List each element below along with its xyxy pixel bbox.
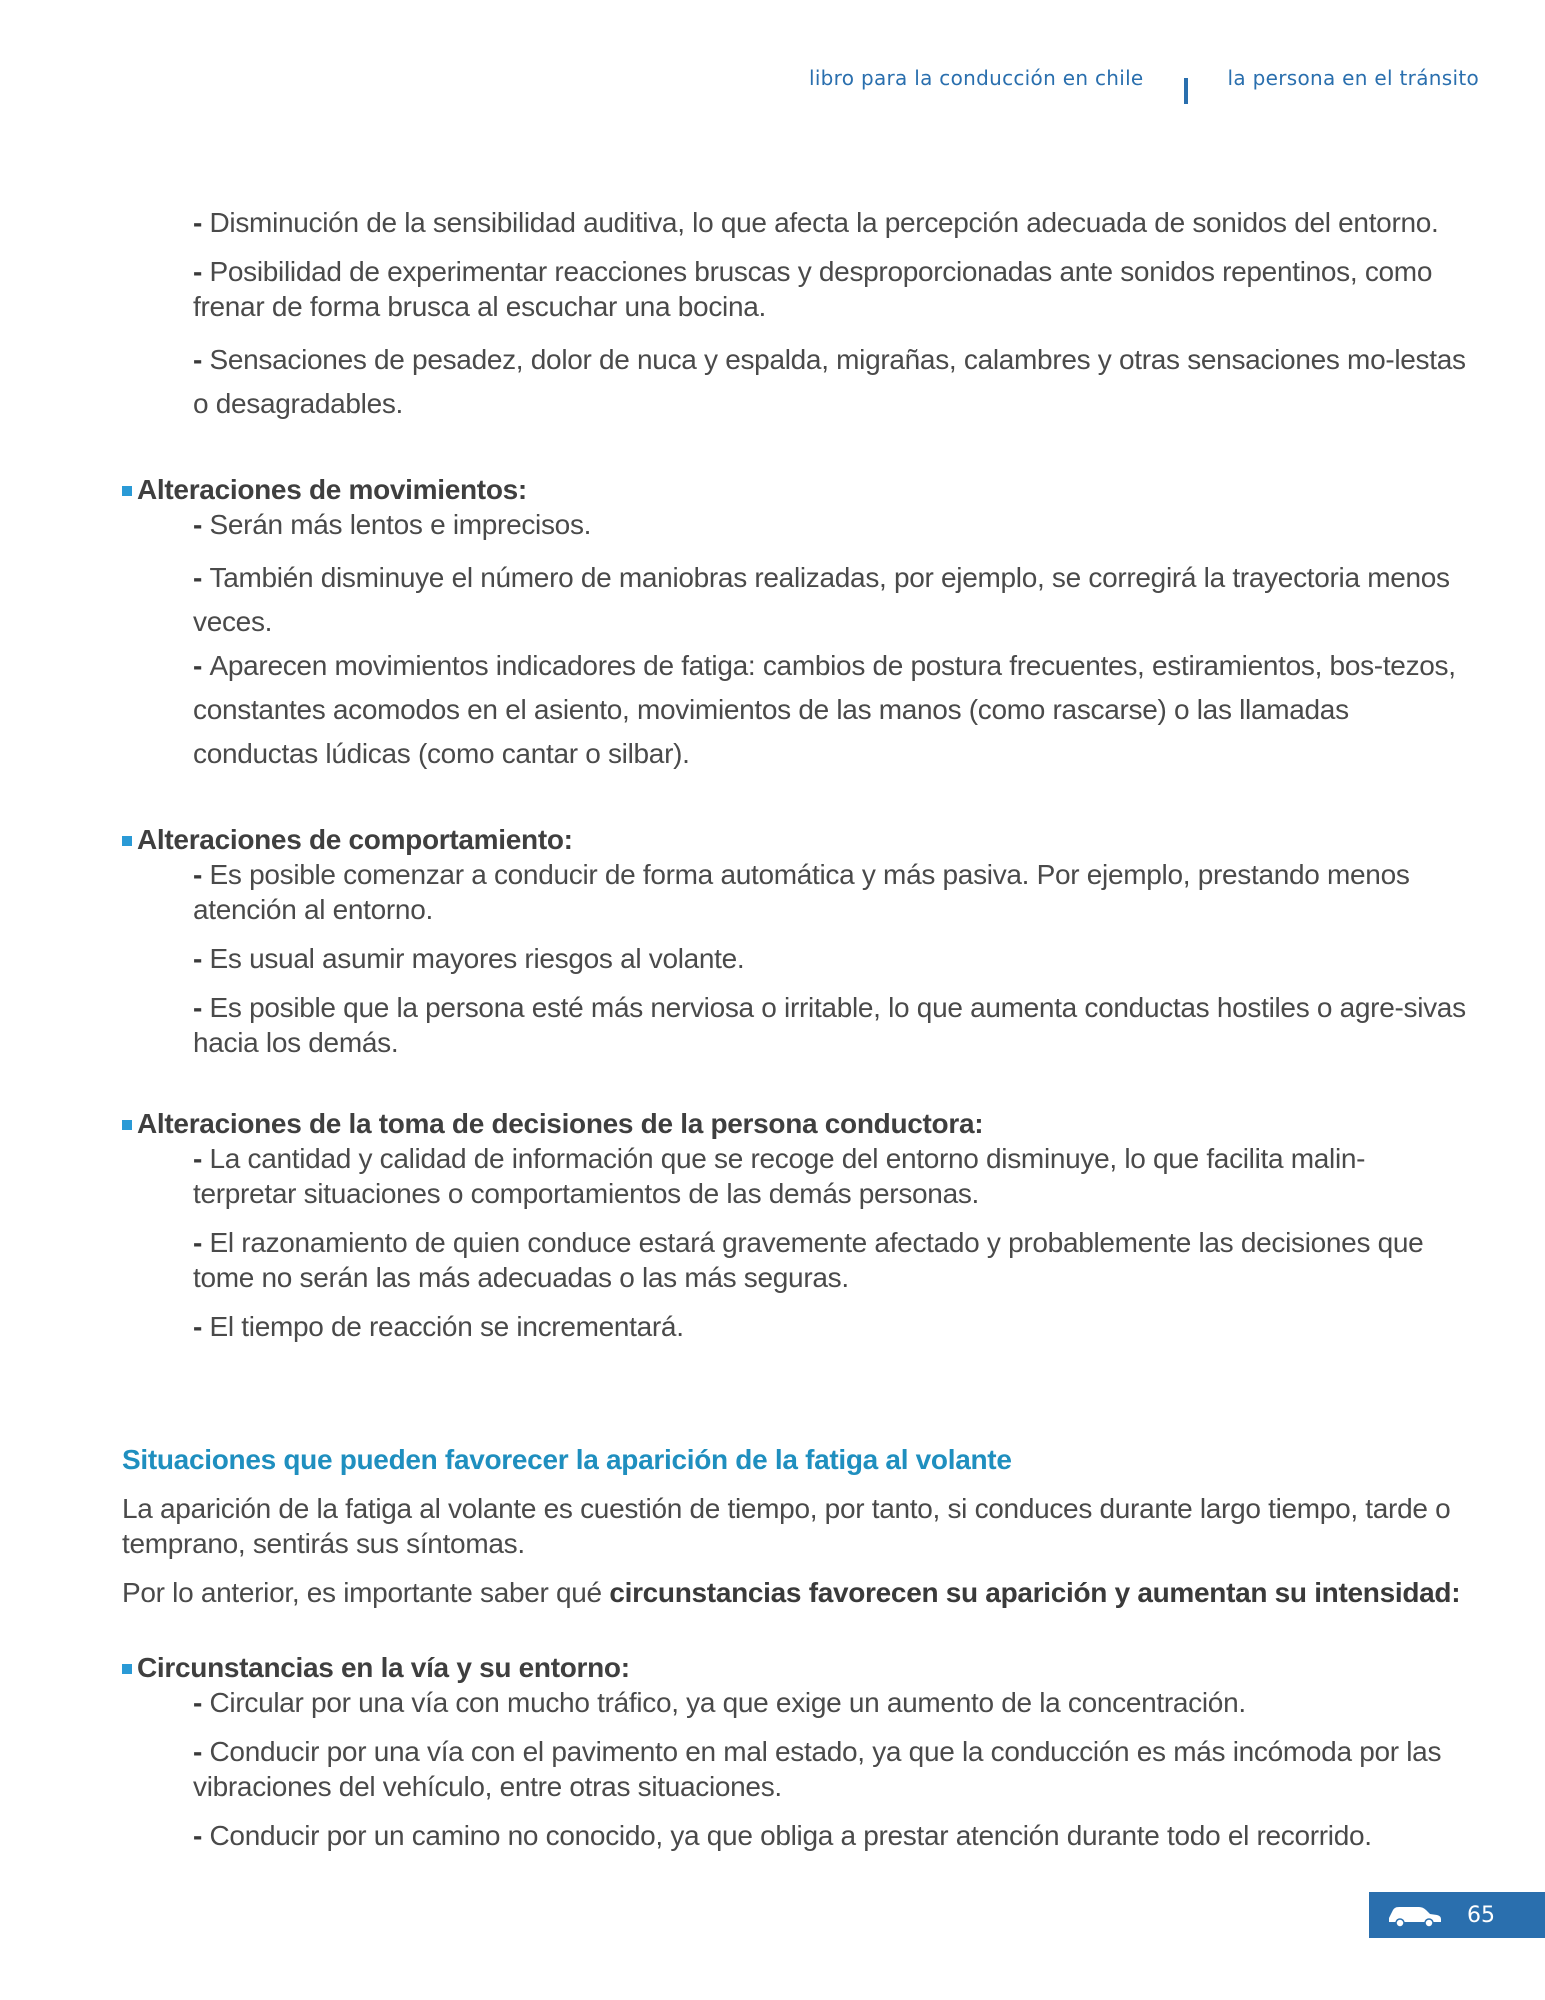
list-item-text: Disminución de la sensibilidad auditiva, lo que afecta la percepción adecuada de sonidos del entorno.: [209, 207, 1439, 238]
list-item-text: Posibilidad de experimentar reacciones bruscas y desproporcionadas ante sonidos repentinos, como frenar de forma brusca al escuchar una bocina.: [193, 256, 1433, 322]
dash-marker: -: [193, 344, 210, 375]
dash-marker: -: [193, 1227, 210, 1258]
paragraph-text: Por lo anterior, es importante saber qué: [122, 1577, 610, 1608]
bullet-heading: [122, 1650, 1467, 1685]
bullet-heading-text: Alteraciones de la toma de decisiones de la persona conductora:: [137, 1108, 984, 1139]
list-item: [193, 644, 1467, 776]
list-item: [193, 556, 1467, 644]
page-content: [122, 205, 1467, 1867]
bullet-heading-text: Circunstancias en la vía y su entorno:: [137, 1652, 630, 1683]
list-item: [193, 857, 1467, 927]
list-item: [193, 205, 1467, 240]
list-item-text: El razonamiento de quien conduce estará gravemente afectado y probablemente las decisiones que tome no serán las más adecuadas o las más seguras.: [193, 1227, 1424, 1293]
dash-marker: -: [193, 509, 210, 540]
list-item: [193, 254, 1467, 324]
paragraph-bold-text: circunstancias favorecen su aparición y aumentan su intensidad:: [609, 1577, 1461, 1608]
header-book-title: libro para la conducción en chile: [808, 66, 1144, 90]
comportamiento-group: [122, 822, 1467, 1060]
dash-marker: -: [193, 943, 210, 974]
list-item-text: Sensaciones de pesadez, dolor de nuca y espalda, migrañas, calambres y otras sensaciones mo-lestas o desagradables.: [193, 344, 1466, 419]
car-icon: [1385, 1902, 1443, 1928]
list-item-text: Es usual asumir mayores riesgos al volante.: [209, 943, 745, 974]
dash-marker: -: [193, 1687, 210, 1718]
header-separator: [1184, 78, 1188, 104]
dash-marker: -: [193, 256, 210, 287]
section-heading: Situaciones que pueden favorecer la aparición de la fatiga al volante: [122, 1444, 1012, 1475]
list-item-text: Circular por una vía con mucho tráfico, ya que exige un aumento de la concentración.: [209, 1687, 1246, 1718]
list-item: [193, 1141, 1467, 1211]
list-item: [193, 507, 1467, 542]
list-item: [193, 990, 1467, 1060]
dash-marker: -: [193, 1311, 210, 1342]
list-item-text: Es posible comenzar a conducir de forma automática y más pasiva. Por ejemplo, prestando menos atención al entorno.: [193, 859, 1410, 925]
section-paragraph: La aparición de la fatiga al volante es cuestión de tiempo, por tanto, si conduces durante largo tiempo, tarde o temprano, sentirás sus síntomas.: [122, 1493, 1451, 1559]
dash-marker: -: [193, 859, 210, 890]
running-header: [809, 66, 1479, 104]
list-item-text: También disminuye el número de maniobras realizadas, por ejemplo, se corregirá la trayectoria menos veces.: [193, 562, 1450, 637]
list-item: [193, 1818, 1467, 1853]
list-item: [193, 338, 1467, 426]
decisiones-group: [122, 1106, 1467, 1344]
list-item: [193, 941, 1467, 976]
list-item: [193, 1734, 1467, 1804]
intro-list: [122, 205, 1467, 426]
dash-marker: -: [193, 1820, 210, 1851]
page-footer-tab: [1369, 1892, 1545, 1938]
bullet-heading: [122, 472, 1467, 507]
dash-marker: -: [193, 992, 210, 1023]
list-item-text: Conducir por una vía con el pavimento en mal estado, ya que la conducción es más incómoda por las vibraciones del vehículo, entre otras situaciones.: [193, 1736, 1442, 1802]
dash-marker: -: [193, 1736, 210, 1767]
square-bullet-icon: [122, 486, 132, 496]
list-item: [193, 1685, 1467, 1720]
square-bullet-icon: [122, 1664, 132, 1674]
section-paragraph-emphasis: [122, 1575, 1467, 1610]
bullet-heading: [122, 1106, 1467, 1141]
dash-marker: -: [193, 207, 210, 238]
page-number: 65: [1467, 1902, 1495, 1928]
list-item-text: Conducir por un camino no conocido, ya que obliga a prestar atención durante todo el recorrido.: [209, 1820, 1372, 1851]
list-item: [193, 1309, 1467, 1344]
bullet-heading-text: Alteraciones de comportamiento:: [137, 824, 573, 855]
dash-marker: -: [193, 562, 210, 593]
bullet-heading-text: Alteraciones de movimientos:: [137, 474, 527, 505]
bullet-heading: [122, 822, 1467, 857]
list-item-text: Es posible que la persona esté más nerviosa o irritable, lo que aumenta conductas hostiles o agre-sivas hacia los demás.: [193, 992, 1466, 1058]
square-bullet-icon: [122, 836, 132, 846]
list-item-text: Aparecen movimientos indicadores de fatiga: cambios de postura frecuentes, estiramientos, bos-tezos, constantes acomodos en el asiento, movimientos de las manos (como rascarse) o las llamadas conductas lúdicas (como cantar o silbar).: [193, 650, 1456, 769]
list-item-text: Serán más lentos e imprecisos.: [209, 509, 592, 540]
dash-marker: -: [193, 1143, 210, 1174]
list-item-text: La cantidad y calidad de información que se recoge del entorno disminuye, lo que facilita malin-terpretar situaciones o comportamientos de las demás personas.: [193, 1143, 1366, 1209]
square-bullet-icon: [122, 1120, 132, 1130]
list-item-text: El tiempo de reacción se incrementará.: [209, 1311, 684, 1342]
via-group: [122, 1650, 1467, 1853]
header-chapter-title: la persona en el tránsito: [1227, 66, 1479, 90]
list-item: [193, 1225, 1467, 1295]
dash-marker: -: [193, 650, 210, 681]
movimientos-group: [122, 472, 1467, 776]
